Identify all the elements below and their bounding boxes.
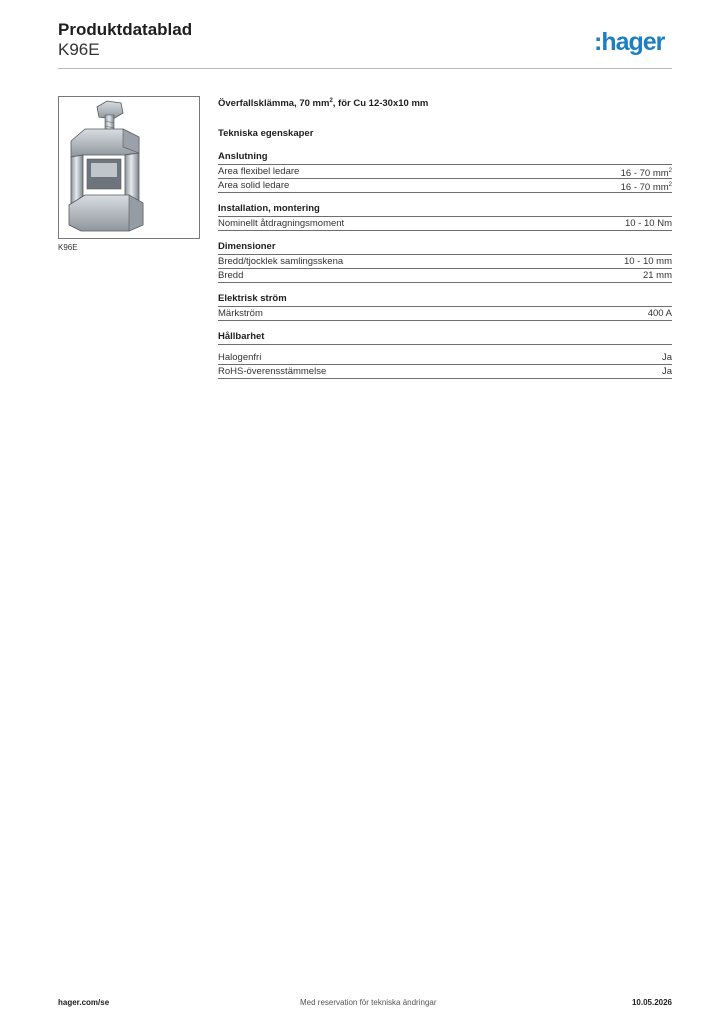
spec-value: 10 - 10 Nm xyxy=(625,218,672,229)
spec-value: 16 - 70 $mm^2$ xyxy=(620,168,672,180)
spec-value: Ja xyxy=(661,366,672,377)
spec-value: Ja xyxy=(661,352,672,363)
spec-label: Bredd xyxy=(218,270,244,281)
spec-label: Bredd/tjocklek samlingsskena xyxy=(218,256,344,267)
product-code: K96E xyxy=(58,40,100,59)
product-description: Överfallsklämma, 70 $mm^2$, för Cu 12-30x10 mm xyxy=(218,98,429,110)
spec-row xyxy=(218,365,672,379)
spec-label: Halogenfri xyxy=(218,352,262,363)
image-caption: K96E xyxy=(58,243,78,252)
spec-row xyxy=(218,165,672,179)
section-hallbarhet xyxy=(218,331,672,379)
spec-value: 16 - 70 $mm^2$ xyxy=(620,182,672,194)
technical-properties-heading: Tekniska egenskaper xyxy=(218,128,314,139)
spec-label: Area solid ledare xyxy=(218,180,290,191)
svg-text::hager: :hager xyxy=(594,28,665,56)
product-image xyxy=(58,96,200,239)
header-divider xyxy=(58,68,672,69)
section-elektrisk-strom xyxy=(218,293,672,321)
section-anslutning xyxy=(218,151,672,193)
spec-label: Nominellt åtdragningsmoment xyxy=(218,218,345,229)
section-title: Anslutning xyxy=(218,151,672,165)
spec-label: Area flexibel ledare xyxy=(218,166,300,177)
busbar-clamp-image xyxy=(59,97,199,238)
spec-row xyxy=(218,351,672,365)
section-title: Dimensioner xyxy=(218,241,672,255)
section-title: Hållbarhet xyxy=(218,331,672,345)
page-title: Produktdatablad xyxy=(58,20,193,39)
spec-value: 400 A xyxy=(647,308,672,319)
header xyxy=(58,20,192,60)
spec-value: 10 - 10 mm xyxy=(623,256,672,267)
spec-row xyxy=(218,269,672,283)
spec-row xyxy=(218,179,672,193)
spec-row xyxy=(218,217,672,231)
footer-disclaimer: Med reservation för tekniska ändringar xyxy=(300,998,437,1007)
spec-label: RoHS-överensstämmelse xyxy=(218,366,327,377)
section-installation xyxy=(218,203,672,231)
spec-row xyxy=(218,307,672,321)
section-title: Installation, montering xyxy=(218,203,672,217)
spec-label: Märkström xyxy=(218,308,263,319)
spec-content xyxy=(218,94,672,379)
hager-logo[interactable] xyxy=(594,28,674,58)
section-dimensioner xyxy=(218,241,672,283)
footer-website-link[interactable]: hager.com/se xyxy=(58,998,110,1007)
footer-date: 10.05.2026 xyxy=(631,998,672,1007)
spec-value: 21 mm xyxy=(642,270,672,281)
section-title: Elektrisk ström xyxy=(218,293,672,307)
spec-row xyxy=(218,255,672,269)
